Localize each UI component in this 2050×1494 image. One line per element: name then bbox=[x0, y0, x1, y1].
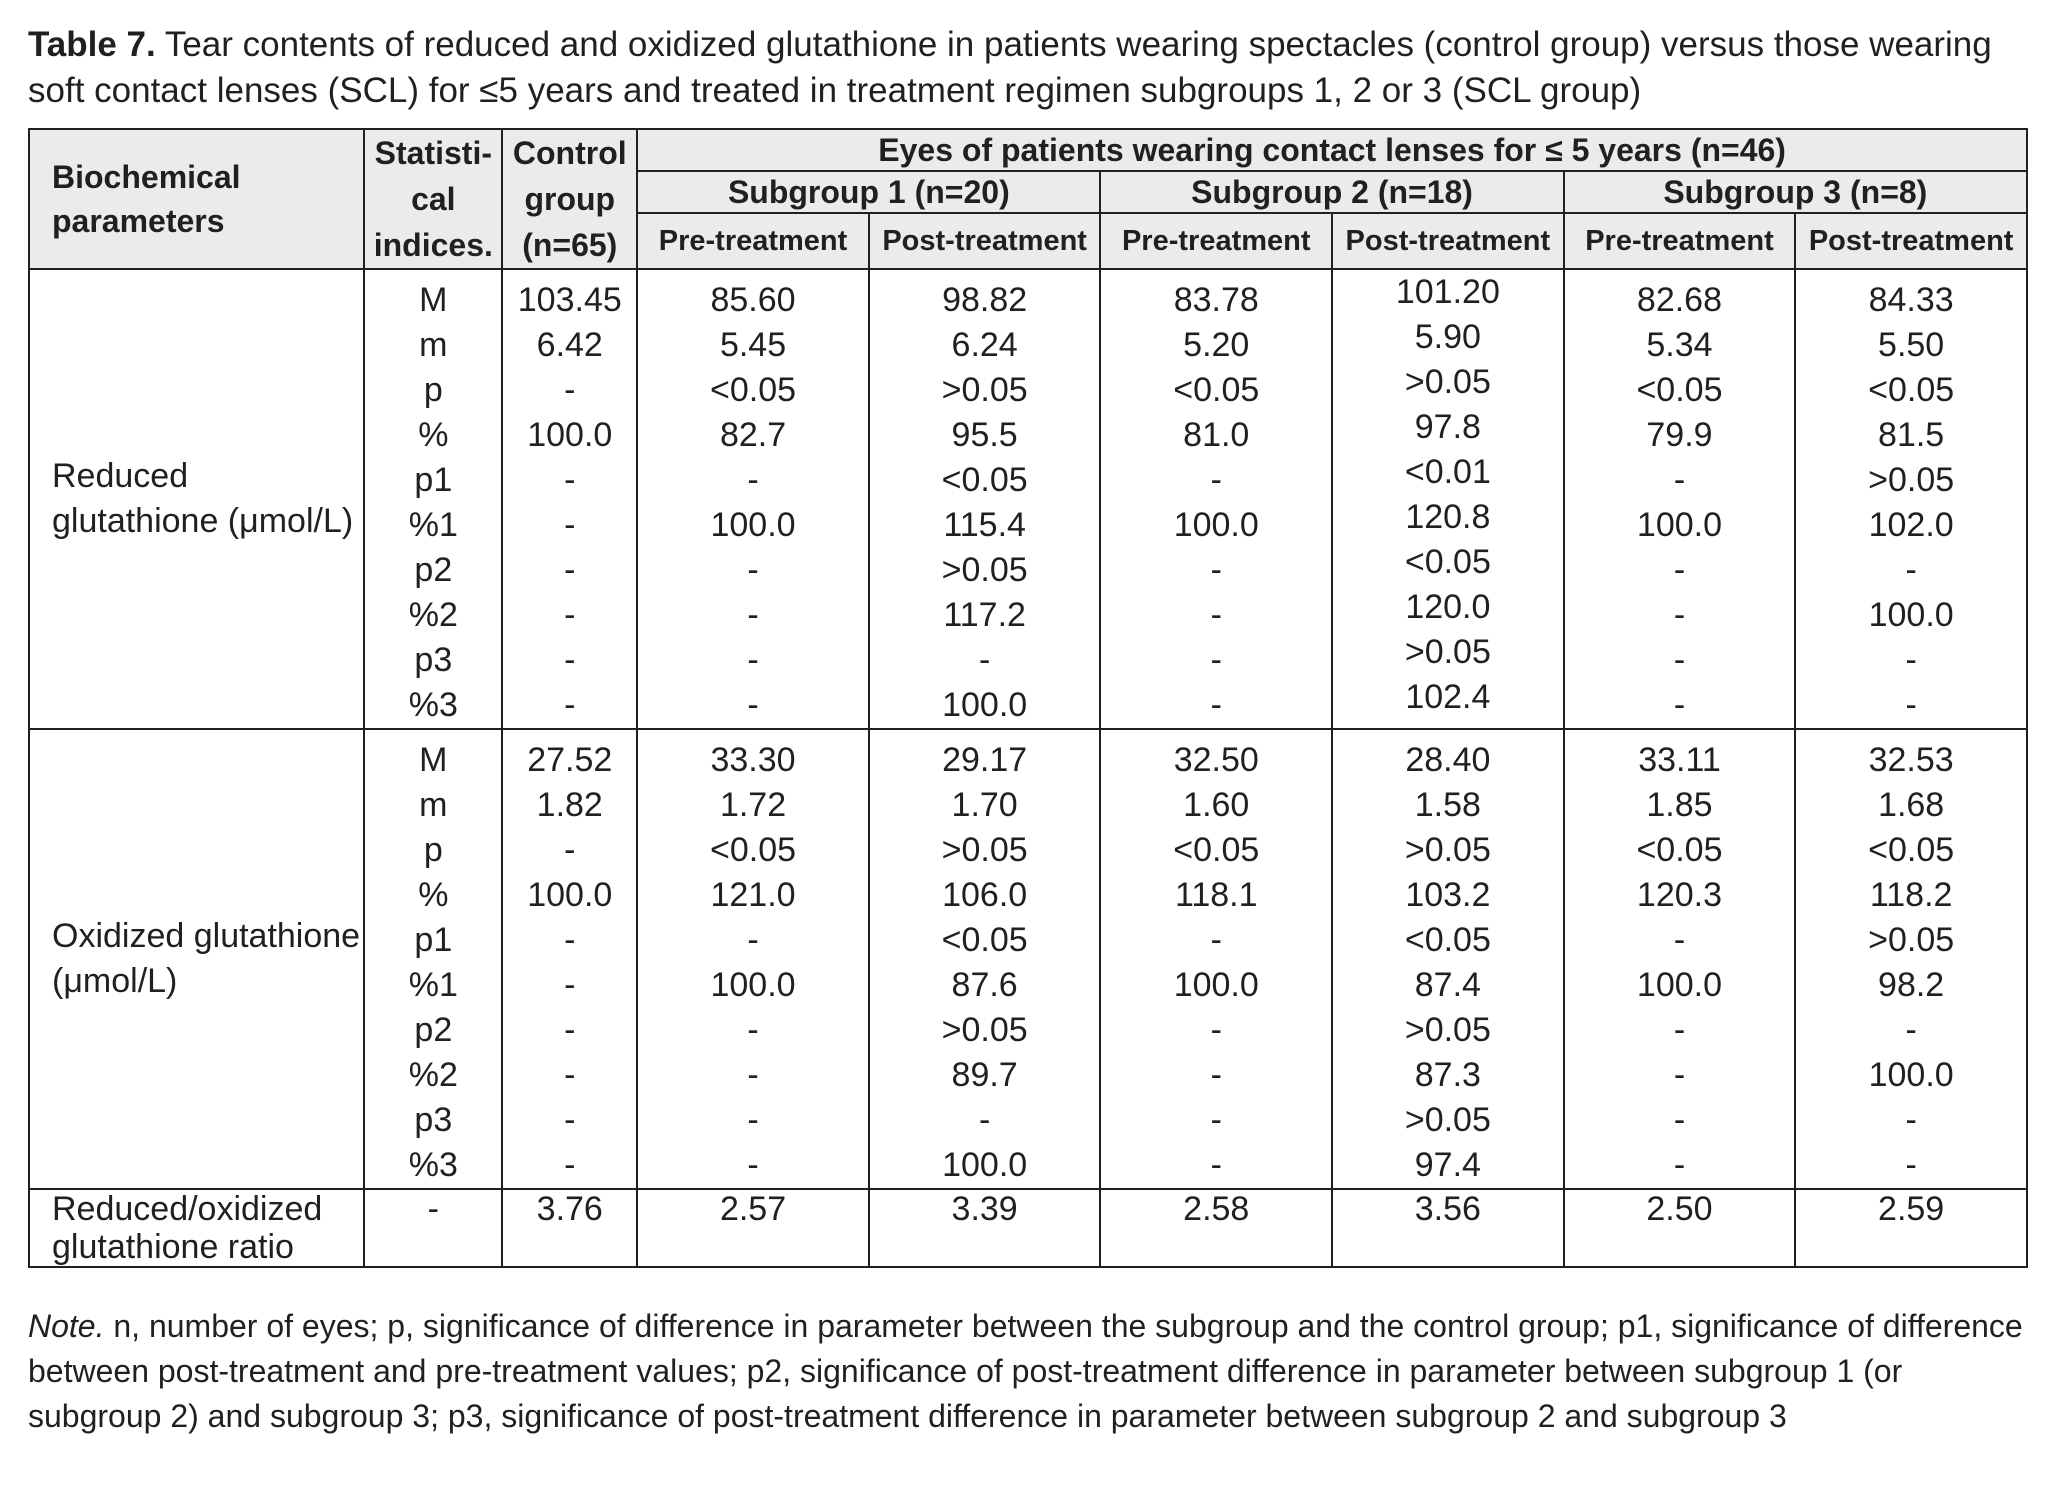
header-stat: Statisti-cal indices. bbox=[364, 129, 502, 269]
header-s1-pre: Pre-treatment bbox=[637, 213, 869, 269]
col-s3-pre: 82.68 5.34 <0.05 79.9 - 100.0 - - - - bbox=[1564, 269, 1796, 729]
header-param: Biochemical parameters bbox=[29, 129, 364, 269]
col-s2-post: 101.20 5.90 >0.05 97.8 <0.01 120.8 <0.05 120.0 >0.05 102.4 bbox=[1332, 269, 1564, 729]
ratio-control: 3.76 bbox=[502, 1189, 637, 1267]
header-s2-post: Post-treatment bbox=[1332, 213, 1564, 269]
col-s1-post: 98.82 6.24 >0.05 95.5 <0.05 115.4 >0.05 117.2 - 100.0 bbox=[869, 269, 1101, 729]
col-s2-pre: 83.78 5.20 <0.05 81.0 - 100.0 - - - - bbox=[1100, 269, 1332, 729]
header-s3-post: Post-treatment bbox=[1795, 213, 2027, 269]
param-reduced: Reduced glutathione (μmol/L) bbox=[29, 269, 364, 729]
ratio-s1-post: 3.39 bbox=[869, 1189, 1101, 1267]
col-s1-post: 29.17 1.70 >0.05 106.0 <0.05 87.6 >0.05 89.7 - 100.0 bbox=[869, 729, 1101, 1189]
col-s3-post: 32.53 1.68 <0.05 118.2 >0.05 98.2 - 100.0 - - bbox=[1795, 729, 2027, 1189]
table-caption bbox=[28, 22, 2038, 114]
header-subgroup-3: Subgroup 3 (n=8) bbox=[1564, 171, 2027, 213]
header-subgroup-2: Subgroup 2 (n=18) bbox=[1100, 171, 1563, 213]
note-label: Note. bbox=[28, 1308, 105, 1344]
col-s3-post: 84.33 5.50 <0.05 81.5 >0.05 102.0 - 100.0 - - bbox=[1795, 269, 2027, 729]
ratio-stat: - bbox=[364, 1189, 502, 1267]
col-control: 103.45 6.42 - 100.0 - - - - - - bbox=[502, 269, 637, 729]
header-s1-post: Post-treatment bbox=[869, 213, 1101, 269]
note-text: n, number of eyes; p, significance of difference in parameter between the subgroup and the control group; p1, significance of difference between post-treatment and pre-treatment values; p2, significance of post-treatment difference in parameter between subgroup 1 (or subgroup 2) and subgroup 3; p3, significance of post-treatment difference in parameter between subgroup 2 and subgroup 3 bbox=[28, 1308, 2023, 1434]
header-subgroup-1: Subgroup 1 (n=20) bbox=[637, 171, 1100, 213]
header-s3-pre: Pre-treatment bbox=[1564, 213, 1796, 269]
table-row-reduced bbox=[29, 269, 2027, 729]
col-s2-pre: 32.50 1.60 <0.05 118.1 - 100.0 - - - - bbox=[1100, 729, 1332, 1189]
col-s2-post: 28.40 1.58 >0.05 103.2 <0.05 87.4 >0.05 87.3 >0.05 97.4 bbox=[1332, 729, 1564, 1189]
ratio-s2-pre: 2.58 bbox=[1100, 1189, 1332, 1267]
col-control: 27.52 1.82 - 100.0 - - - - - - bbox=[502, 729, 637, 1189]
table-row-ratio bbox=[29, 1189, 2027, 1267]
header-eyes: Eyes of patients wearing contact lenses for ≤ 5 years (n=46) bbox=[637, 129, 2027, 171]
ratio-s3-post: 2.59 bbox=[1795, 1189, 2027, 1267]
param-oxidized: Oxidized glutathione (μmol/L) bbox=[29, 729, 364, 1189]
ratio-s3-pre: 2.50 bbox=[1564, 1189, 1796, 1267]
caption-text: Tear contents of reduced and oxidized glutathione in patients wearing spectacles (control group) versus those wearing soft contact lenses (SCL) for ≤5 years and treated in treatment regimen subgroups 1, 2 or 3 (SCL group) bbox=[28, 25, 1992, 110]
col-s1-pre: 33.30 1.72 <0.05 121.0 - 100.0 - - - - bbox=[637, 729, 869, 1189]
ratio-s2-post: 3.56 bbox=[1332, 1189, 1564, 1267]
col-stats: M m p % p1 %1 p2 %2 p3 %3 bbox=[364, 269, 502, 729]
col-s3-pre: 33.11 1.85 <0.05 120.3 - 100.0 - - - - bbox=[1564, 729, 1796, 1189]
caption-label: Table 7. bbox=[28, 25, 156, 64]
col-stats: M m p % p1 %1 p2 %2 p3 %3 bbox=[364, 729, 502, 1189]
header-control: Control group (n=65) bbox=[502, 129, 637, 269]
data-table bbox=[28, 128, 2028, 1268]
param-ratio: Reduced/oxidized glutathione ratio bbox=[29, 1189, 364, 1267]
ratio-s1-pre: 2.57 bbox=[637, 1189, 869, 1267]
header-s2-pre: Pre-treatment bbox=[1100, 213, 1332, 269]
col-s1-pre: 85.60 5.45 <0.05 82.7 - 100.0 - - - - bbox=[637, 269, 869, 729]
table-row-oxidized bbox=[29, 729, 2027, 1189]
table-note bbox=[28, 1304, 2038, 1439]
